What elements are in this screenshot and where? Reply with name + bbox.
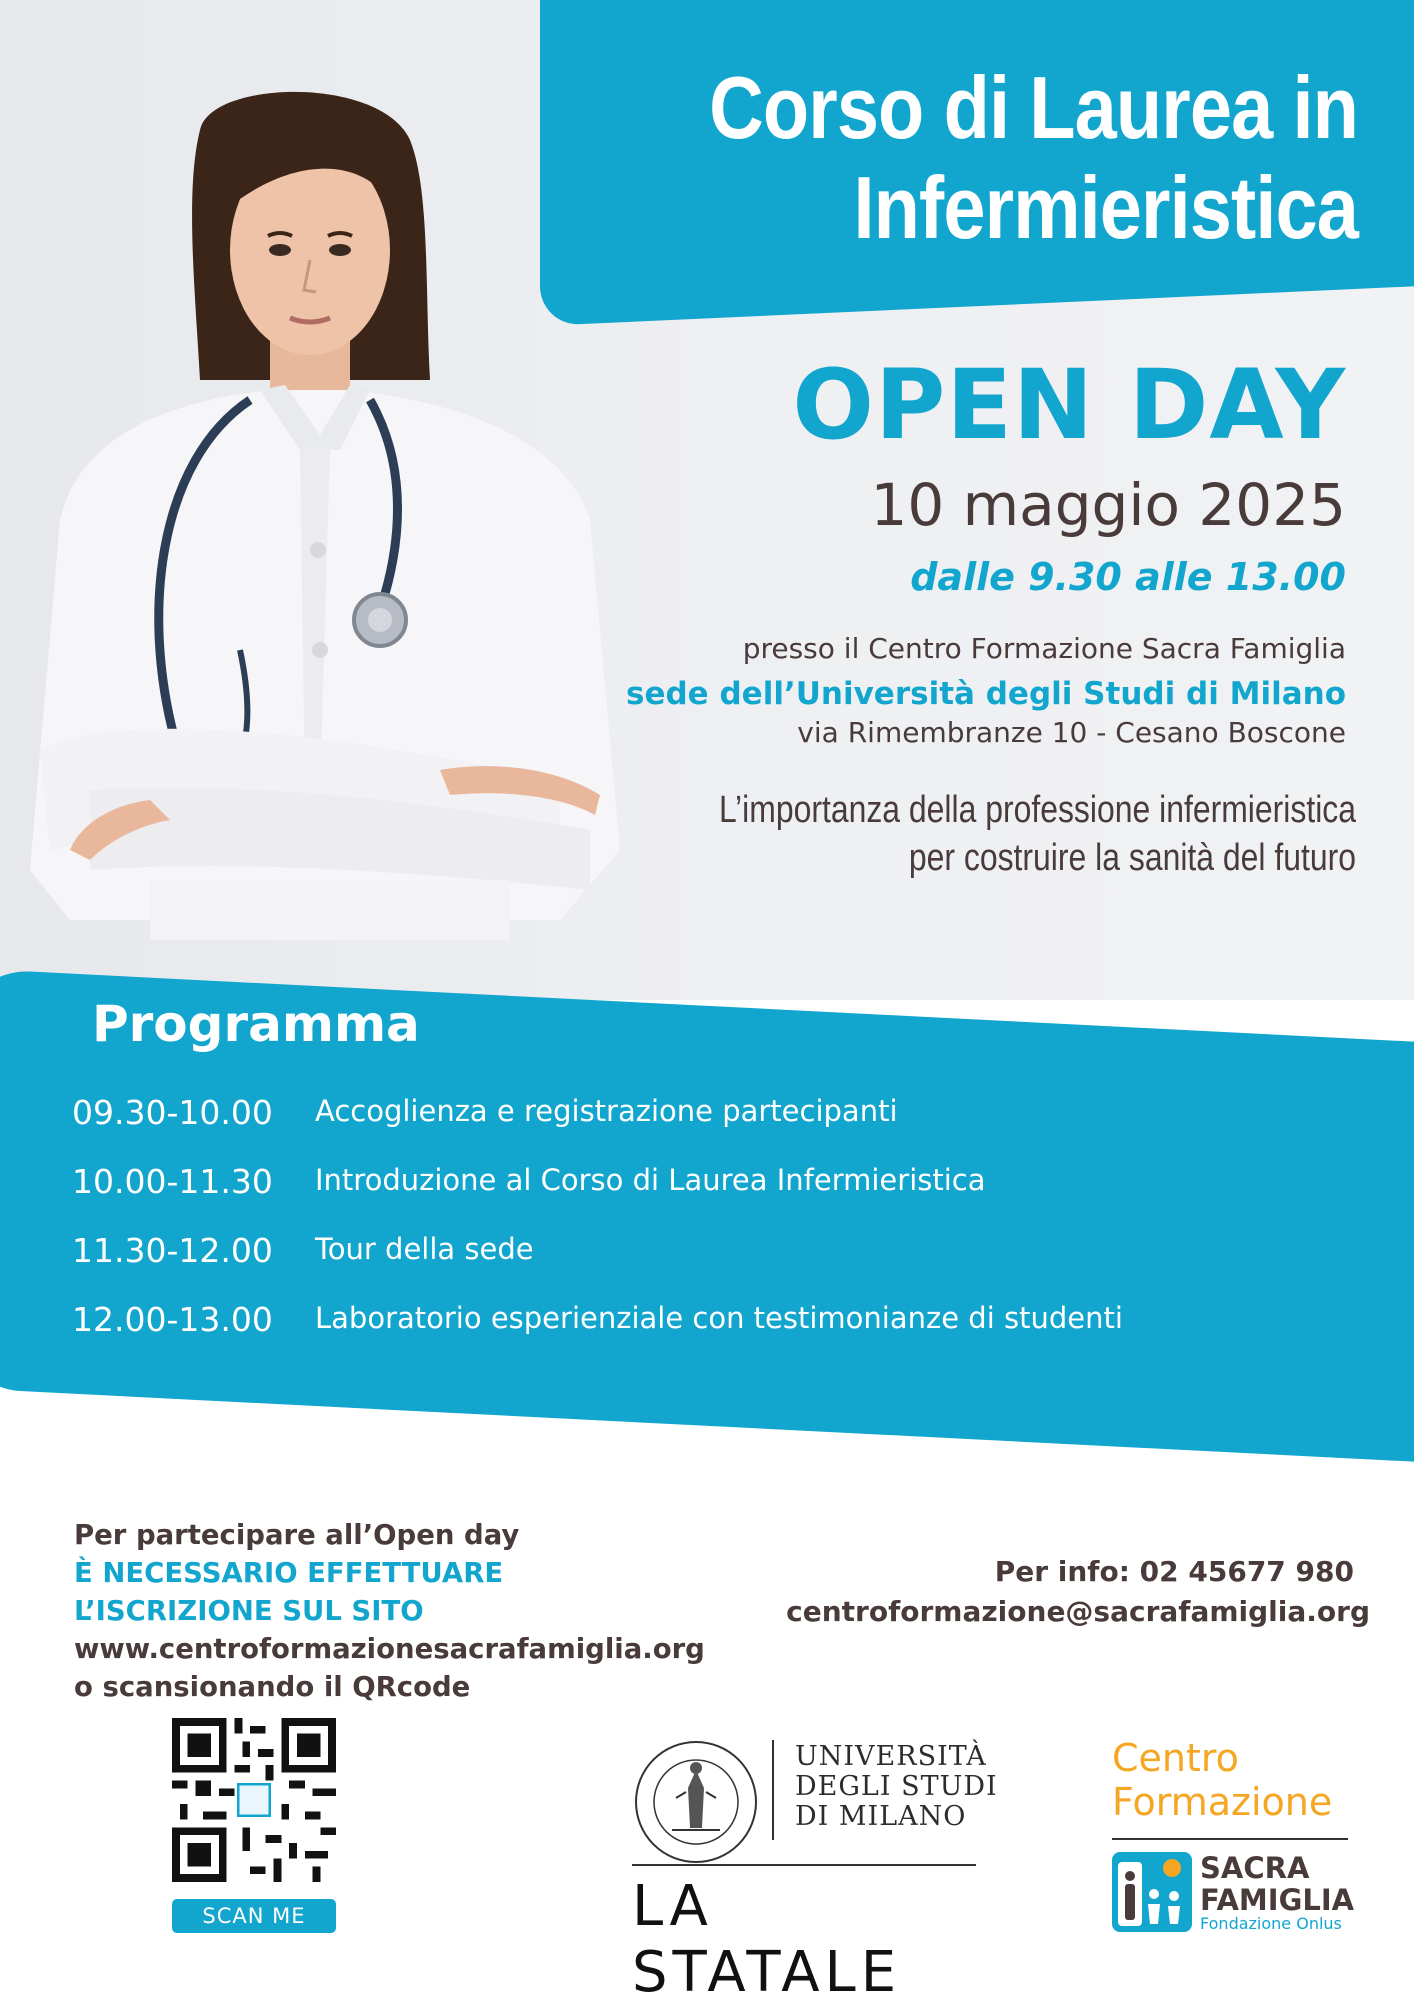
university-name bbox=[795, 1742, 998, 1832]
logo-rule bbox=[632, 1864, 976, 1866]
event-hours: dalle 9.30 alle 13.00 bbox=[910, 555, 1346, 599]
venue-line-1: presso il Centro Formazione Sacra Famiglia bbox=[742, 632, 1346, 665]
registration-line-1: Per partecipare all’Open day bbox=[74, 1519, 520, 1551]
programme-description: Laboratorio esperienziale con testimonianze di studenti bbox=[315, 1301, 1123, 1335]
event-name: OPEN DAY bbox=[792, 349, 1346, 461]
registration-line-3: L’ISCRIZIONE SUL SITO bbox=[74, 1595, 424, 1627]
qr-code-icon[interactable] bbox=[172, 1718, 336, 1882]
programme-time: 11.30-12.00 bbox=[72, 1231, 273, 1270]
fondazione-onlus-label: Fondazione Onlus bbox=[1200, 1914, 1342, 1933]
university-seal-icon bbox=[632, 1738, 760, 1866]
programme-description: Tour della sede bbox=[315, 1232, 534, 1266]
title-line-1: Corso di Laurea in bbox=[709, 58, 1358, 157]
contact-phone[interactable]: Per info: 02 45677 980 bbox=[994, 1555, 1354, 1588]
programme-description: Introduzione al Corso di Laurea Infermieristica bbox=[315, 1163, 986, 1197]
centro-formazione-logo bbox=[1112, 1736, 1332, 1824]
sacra-famiglia-name bbox=[1200, 1852, 1354, 1916]
family-icon bbox=[1112, 1852, 1192, 1932]
tagline-line-2: per costruire la sanità del futuro bbox=[908, 837, 1356, 879]
registration-info bbox=[74, 1516, 774, 1706]
logo-divider bbox=[772, 1740, 774, 1840]
cf-line-1: Centro bbox=[1112, 1736, 1239, 1780]
registration-line-2: È NECESSARIO EFFETTUARE bbox=[74, 1557, 504, 1589]
registration-website-link[interactable]: www.centroformazionesacrafamiglia.org bbox=[74, 1633, 705, 1665]
event-date: 10 maggio 2025 bbox=[870, 471, 1346, 539]
venue-line-2: sede dell’Università degli Studi di Milano bbox=[626, 676, 1346, 712]
university-name-line-1: UNIVERSITÀ bbox=[795, 1741, 987, 1772]
sacra-line-2: FAMIGLIA bbox=[1200, 1883, 1355, 1917]
programme-time: 12.00-13.00 bbox=[72, 1300, 273, 1339]
venue-address: via Rimembranze 10 - Cesano Boscone bbox=[797, 716, 1346, 749]
contact-info bbox=[770, 1552, 1370, 1632]
tagline bbox=[684, 786, 1356, 882]
cf-line-2: Formazione bbox=[1112, 1780, 1333, 1824]
registration-line-5: o scansionando il QRcode bbox=[74, 1671, 471, 1703]
contact-email-link[interactable]: centroformazione@sacrafamiglia.org bbox=[786, 1595, 1370, 1628]
la-statale-logo: LA STATALE bbox=[632, 1874, 902, 2005]
university-name-line-2: DEGLI STUDI bbox=[795, 1771, 998, 1802]
logo-rule bbox=[1112, 1838, 1348, 1840]
scan-me-button[interactable]: SCAN ME bbox=[172, 1899, 336, 1933]
programme-time: 09.30-10.00 bbox=[72, 1093, 273, 1132]
programme-title: Programma bbox=[92, 995, 420, 1053]
programme-description: Accoglienza e registrazione partecipanti bbox=[315, 1094, 898, 1128]
sacra-line-1: SACRA bbox=[1200, 1851, 1310, 1885]
title-line-2: Infermieristica bbox=[853, 158, 1358, 257]
page-title bbox=[670, 58, 1358, 258]
university-name-line-3: DI MILANO bbox=[795, 1801, 967, 1832]
tagline-line-1: L’importanza della professione infermieristica bbox=[719, 789, 1356, 831]
programme-time: 10.00-11.30 bbox=[72, 1162, 273, 1201]
